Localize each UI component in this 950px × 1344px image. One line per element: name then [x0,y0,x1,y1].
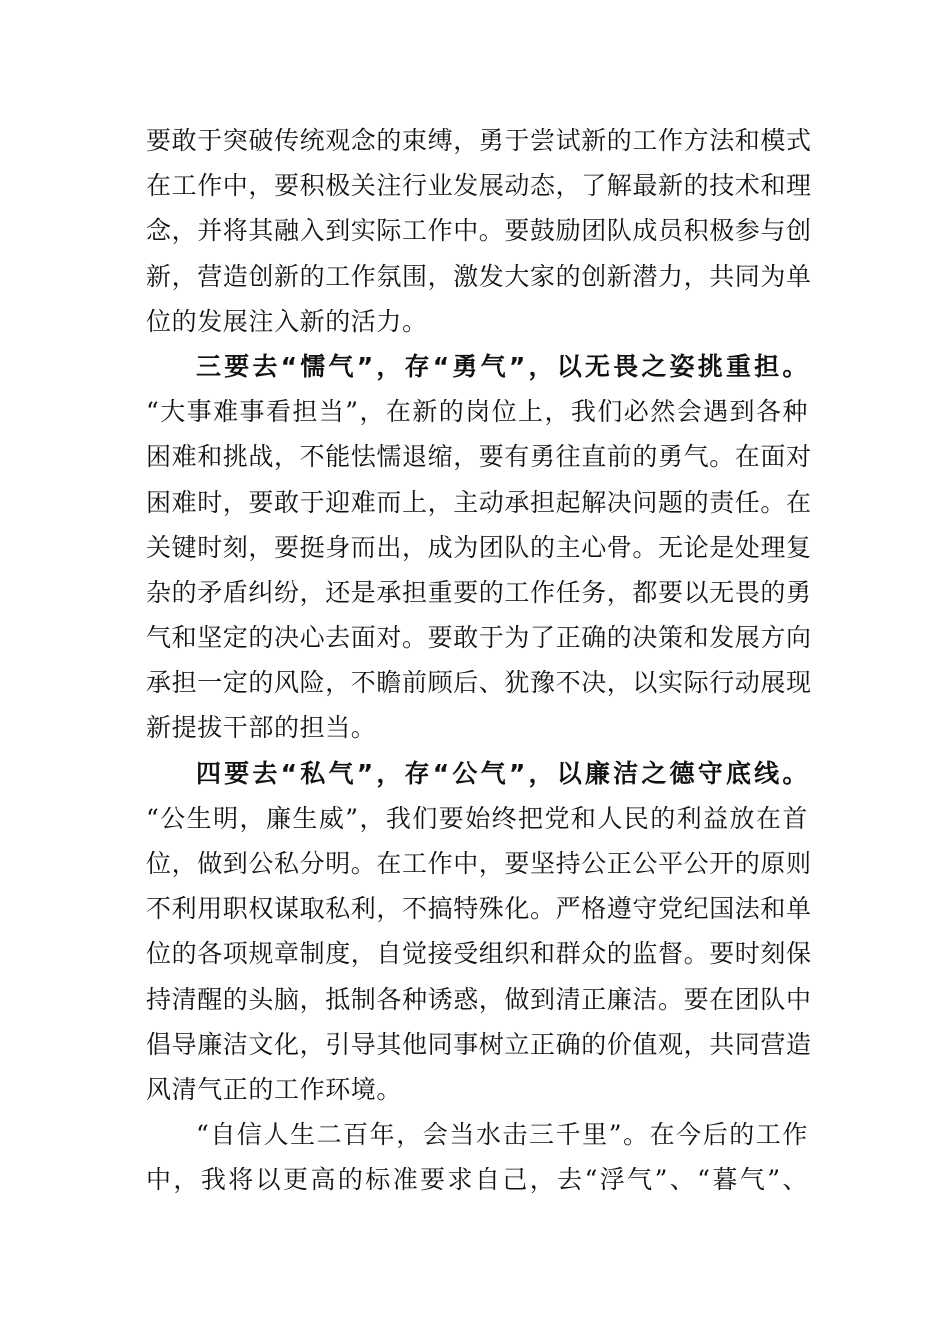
body-text-line: 承担一定的风险，不瞻前顾后、犹豫不决，以实际行动展现 [146,668,812,698]
body-text-line: 位，做到公私分明。在工作中，要坚持公正公平公开的原则 [146,849,812,878]
body-text-line: “自信人生二百年，会当水击三千里”。在今后的工作 [196,1120,808,1150]
body-text-line: 不利用职权谋取私利，不搞特殊化。严格遵守党纪国法和单 [146,894,812,924]
body-text-line: 念，并将其融入到实际工作中。要鼓励团队成员积极参与创 [146,216,812,246]
body-text-line: 位的各项规章制度，自觉接受组织和群众的监督。要时刻保 [146,939,812,969]
body-text-line: 困难和挑战，不能怯懦退缩，要有勇往直前的勇气。在面对 [146,442,812,472]
body-text-line: 杂的矛盾纠纷，还是承担重要的工作任务，都要以无畏的勇 [146,577,812,607]
body-text-line: 中，我将以更高的标准要求自己，去“浮气”、“暮气”、 [146,1165,808,1195]
body-text-line: 倡导廉洁文化，引导其他同事树立正确的价值观，共同营造 [146,1029,812,1059]
body-text-line: 持清醒的头脑，抵制各种诱惑，做到清正廉洁。要在团队中 [146,984,812,1014]
body-text-line: 新提拔干部的担当。 [146,713,377,743]
body-text-line: 风清气正的工作环境。 [146,1074,403,1104]
body-text-line: “大事难事看担当”，在新的岗位上，我们必然会遇到各种 [146,397,808,427]
body-text-line: 要敢于突破传统观念的束缚，勇于尝试新的工作方法和模式 [146,126,812,155]
document-page [146,118,812,1203]
body-text-line: 新，营造创新的工作氛围，激发大家的创新潜力，共同为单 [146,261,812,291]
section-heading-integrity: 四要去“私气”，存“公气”，以廉洁之德守底线。 [196,758,808,788]
section-heading-courage: 三要去“懦气”，存“勇气”，以无畏之姿挑重担。 [196,351,808,381]
body-text-line: “公生明，廉生威”，我们要始终把党和人民的利益放在首 [146,803,808,833]
body-text-line: 位的发展注入新的活力。 [146,306,428,336]
body-text-line: 在工作中，要积极关注行业发展动态，了解最新的技术和理 [146,171,812,201]
body-text-line: 困难时，要敢于迎难而上，主动承担起解决问题的责任。在 [146,487,812,517]
body-text-line: 气和坚定的决心去面对。要敢于为了正确的决策和发展方向 [146,623,812,653]
body-text-line: 关键时刻，要挺身而出，成为团队的主心骨。无论是处理复 [146,532,812,562]
